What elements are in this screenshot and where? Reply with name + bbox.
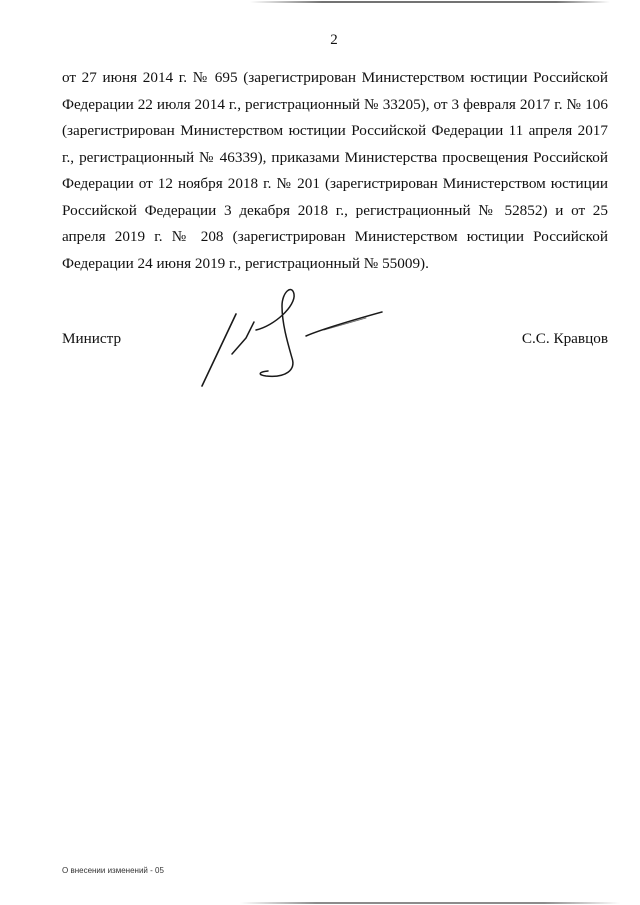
footer-note: О внесении изменений - 05 <box>62 866 164 875</box>
scan-edge-bottom <box>240 902 620 904</box>
signatory-position: Министр <box>62 330 122 347</box>
scan-edge-top <box>250 1 610 3</box>
body-paragraph: от 27 июня 2014 г. № 695 (зарегистрирован Министерством юстиции Российской Федерации 22 июля 2014 г., регистрационный № 33205), от 3 февраля 2017 г. № 106 (зарегистрирован Министерством юстиции Российской Федерации 11 апреля 2017 г., регистрационный № 46339), приказами Министерства просвещения Российской Федерации от 12 ноября 2018 г. № 201 (зарегистрирован Министерством юстиции Российской Федерации 3 декабря 2018 г., регистрационный № 52852) и от 25 апреля 2019 г. № 208 (зарегистрирован Министерством юстиции Российской Федерации 24 июня 2019 г., регистрационный № 55009). <box>62 69 608 272</box>
handwritten-signature <box>196 286 386 390</box>
page-number: 2 <box>330 32 338 48</box>
signatory-name: С.С. Кравцов <box>521 330 608 347</box>
